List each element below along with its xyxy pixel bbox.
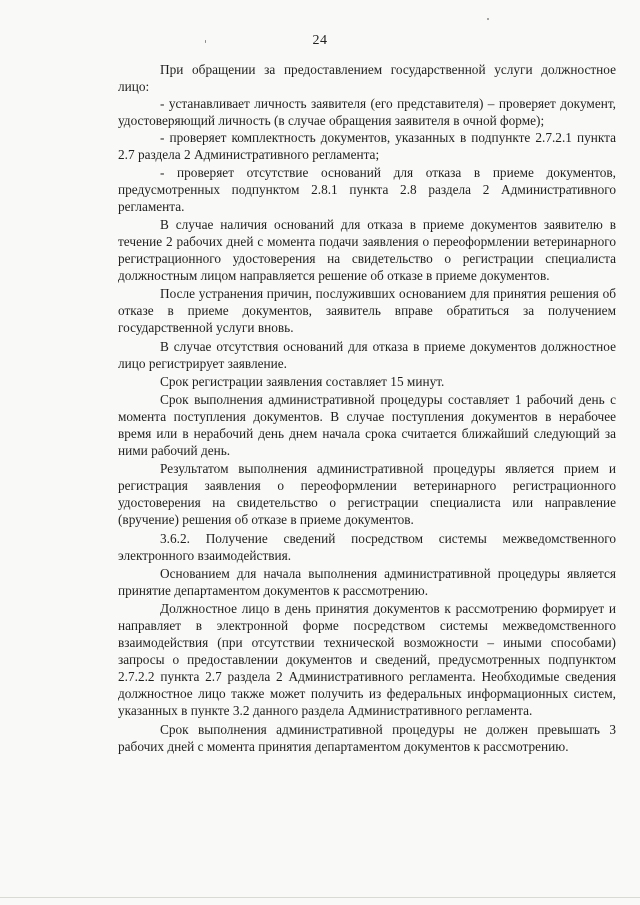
paragraph: В случае отсутствия оснований для отказа в приеме документов должностное лицо регистрирует заявление. <box>118 338 616 371</box>
paragraph: После устранения причин, послуживших основанием для принятия решения об отказе в приеме документов, заявитель вправе обратиться за получением государственной услуги вновь. <box>118 286 616 336</box>
paragraph: Срок выполнения административной процедуры составляет 1 рабочий день с момента поступления документов. В случае поступления документов в нерабочее время или в нерабочий день днем начала срока считается ближайший следующий за ними рабочий день. <box>118 391 616 459</box>
section-heading: 3.6.2. Получение сведений посредством системы межведомственного электронного взаимодействия. <box>118 530 616 563</box>
paragraph: Основанием для начала выполнения административной процедуры является принятие департаментом документов к рассмотрению. <box>118 565 616 598</box>
paragraph: Срок выполнения административной процедуры не должен превышать 3 рабочих дней с момента принятия департаментом документов к рассмотрению. <box>118 721 616 754</box>
page-number: 24 <box>312 33 328 48</box>
paragraph: В случае наличия оснований для отказа в приеме документов заявителю в течение 2 рабочих дней с момента подачи заявления о переоформлении ветеринарного регистрационного удостоверения на свидетельство о регистрации специалиста должностным лицом направляется решение об отказе в приеме документов. <box>118 216 616 284</box>
document-body <box>118 61 616 755</box>
list-item: - проверяет комплектность документов, указанных в подпункте 2.7.2.1 пункта 2.7 раздела 2 Административного регламента; <box>118 130 616 163</box>
paragraph: Результатом выполнения административной процедуры является прием и регистрация заявления о переоформлении ветеринарного регистрационного удостоверения на свидетельство о регистрации специалиста или направление (вручение) решения об отказе в приеме документов. <box>118 461 616 528</box>
paragraph: Срок регистрации заявления составляет 15 минут. <box>160 373 445 389</box>
scan-edge <box>0 897 640 898</box>
list-item: - проверяет отсутствие оснований для отказа в приеме документов, предусмотренных подпунктом 2.8.1 пункта 2.8 раздела 2 Административного регламента. <box>118 164 616 214</box>
paragraph: Должностное лицо в день принятия документов к рассмотрению формирует и направляет в электронной форме посредством системы межведомственного взаимодействия (при отсутствии технической возможности – иными способами) запросы о предоставлении документов и сведений, предусмотренных подпунктом 2.7.2.2 пункта 2.7 раздела 2 Административного регламента. Необходимые сведения должностное лицо также может получить из федеральных информационных систем, указанных в пункте 3.2 данного раздела Административного регламента. <box>118 600 616 719</box>
scan-speck <box>205 40 206 43</box>
paragraph: При обращении за предоставлением государственной услуги должностное лицо: <box>118 62 616 95</box>
list-item: - устанавливает личность заявителя (его представителя) – проверяет документ, удостоверяющий личность (в случае обращения заявителя в очной форме); <box>118 96 616 129</box>
scan-speck <box>487 18 489 20</box>
